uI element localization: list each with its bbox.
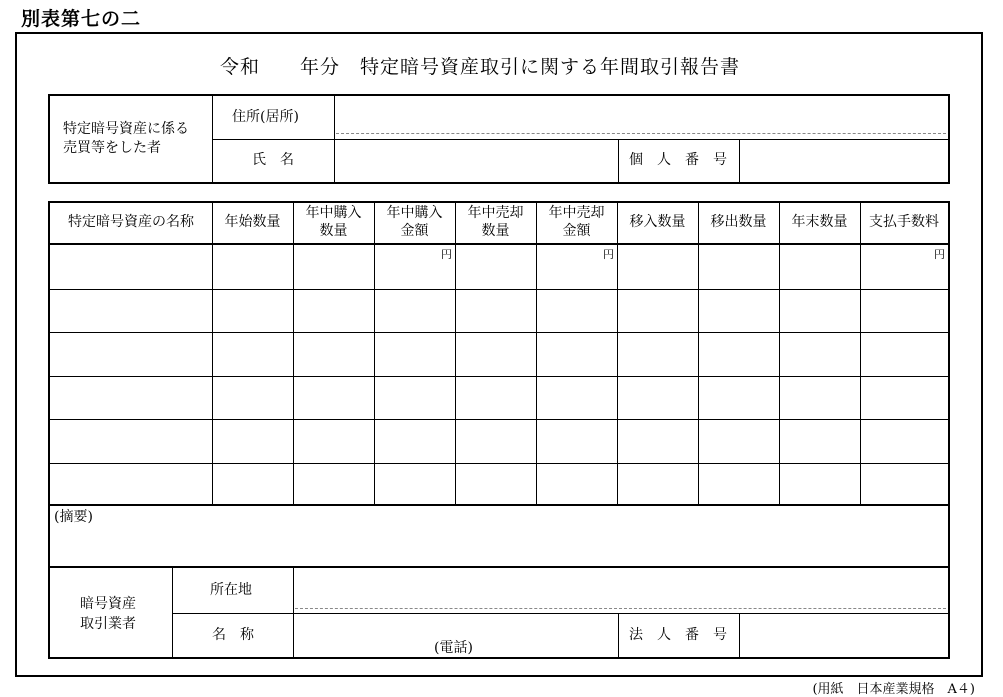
unit-label: 円: [603, 248, 614, 261]
table-cell[interactable]: [620, 259, 695, 277]
table-cell[interactable]: [782, 346, 857, 364]
column-header-9: 支払手数料: [869, 214, 939, 230]
table-cell[interactable]: [53, 433, 209, 451]
individual-number-label: 個 人 番 号: [629, 152, 727, 168]
table-cell[interactable]: [863, 390, 945, 408]
column-header-1: 年始数量: [224, 214, 281, 230]
column-header-2-line2: 数量: [319, 223, 348, 239]
paper-size-note: (用紙 日本産業規格 A４): [812, 682, 975, 697]
table-row: [50, 245, 948, 289]
table-cell[interactable]: [863, 477, 945, 495]
seller-label-line1: 特定暗号資産に係る: [63, 121, 189, 137]
dealer-section: [48, 566, 950, 659]
dealer-name-label: 名 称: [212, 627, 254, 643]
table-cell[interactable]: [458, 433, 533, 451]
table-cell[interactable]: [539, 477, 614, 495]
column-header-5-line1: 年中売却: [548, 205, 605, 221]
table-cell[interactable]: [296, 346, 371, 364]
column-header-8: 年末数量: [791, 214, 848, 230]
table-cell[interactable]: [53, 303, 209, 321]
table-cell[interactable]: [215, 346, 290, 364]
table-cell[interactable]: [458, 390, 533, 408]
name-field[interactable]: [340, 152, 610, 172]
table-cell[interactable]: [215, 433, 290, 451]
table-cell[interactable]: [863, 433, 945, 451]
column-header-3-line1: 年中購入: [386, 205, 443, 221]
table-cell[interactable]: [53, 346, 209, 364]
table-cell[interactable]: [782, 433, 857, 451]
unit-label: 円: [441, 248, 452, 261]
table-cell[interactable]: [539, 346, 614, 364]
table-cell[interactable]: [53, 390, 209, 408]
table-cell[interactable]: [863, 259, 945, 277]
table-cell[interactable]: [458, 303, 533, 321]
table-cell[interactable]: [863, 303, 945, 321]
remarks-label: (摘要): [54, 509, 93, 525]
table-cell[interactable]: [539, 390, 614, 408]
column-header-0: 特定暗号資産の名称: [68, 214, 194, 230]
table-cell[interactable]: [296, 477, 371, 495]
seller-section: [48, 94, 950, 184]
table-cell[interactable]: [296, 259, 371, 277]
table-cell[interactable]: [215, 303, 290, 321]
phone-label: (電話): [434, 640, 473, 656]
table-cell[interactable]: [863, 346, 945, 364]
individual-number-field[interactable]: [745, 152, 945, 172]
dealer-label-line1: 暗号資産: [80, 596, 136, 612]
location-label: 所在地: [210, 582, 252, 598]
table-cell[interactable]: [377, 390, 452, 408]
transaction-table: [48, 201, 950, 506]
column-header-4-line1: 年中売却: [467, 205, 524, 221]
table-cell[interactable]: [539, 433, 614, 451]
table-cell[interactable]: [620, 346, 695, 364]
address-label: 住所(居所): [232, 109, 299, 125]
location-field[interactable]: [300, 582, 940, 602]
table-cell[interactable]: [701, 303, 776, 321]
table-row: [50, 332, 948, 376]
corporate-number-label: 法 人 番 号: [629, 627, 727, 643]
table-cell[interactable]: [296, 390, 371, 408]
corporate-number-field[interactable]: [745, 627, 945, 647]
table-cell[interactable]: [701, 346, 776, 364]
unit-label: 円: [934, 248, 945, 261]
table-cell[interactable]: [215, 259, 290, 277]
remarks-section: [48, 504, 950, 568]
table-cell[interactable]: [377, 433, 452, 451]
column-header-4-line2: 数量: [481, 223, 510, 239]
table-cell[interactable]: [701, 390, 776, 408]
table-cell[interactable]: [377, 303, 452, 321]
table-cell[interactable]: [620, 303, 695, 321]
column-header-2-line1: 年中購入: [305, 205, 362, 221]
table-cell[interactable]: [782, 303, 857, 321]
table-cell[interactable]: [377, 346, 452, 364]
table-row: [50, 289, 948, 333]
table-row: [50, 376, 948, 420]
table-cell[interactable]: [782, 390, 857, 408]
column-header-7: 移出数量: [710, 214, 767, 230]
name-label: 氏 名: [252, 152, 294, 168]
remarks-field[interactable]: [54, 528, 944, 564]
table-cell[interactable]: [458, 346, 533, 364]
table-row: [50, 463, 948, 507]
table-cell[interactable]: [296, 433, 371, 451]
table-cell[interactable]: [701, 259, 776, 277]
table-cell[interactable]: [701, 433, 776, 451]
table-cell[interactable]: [701, 477, 776, 495]
table-row: [50, 419, 948, 463]
table-cell[interactable]: [377, 259, 452, 277]
table-cell[interactable]: [620, 477, 695, 495]
table-cell[interactable]: [458, 259, 533, 277]
form-number: 別表第七の二: [21, 8, 142, 30]
table-cell[interactable]: [53, 477, 209, 495]
column-header-5-line2: 金額: [562, 223, 591, 239]
address-field[interactable]: [340, 109, 940, 129]
table-cell[interactable]: [458, 477, 533, 495]
table-cell[interactable]: [215, 477, 290, 495]
seller-label-line2: 売買等をした者: [63, 140, 161, 156]
table-cell[interactable]: [620, 390, 695, 408]
table-cell[interactable]: [53, 259, 209, 277]
table-cell[interactable]: [620, 433, 695, 451]
table-cell[interactable]: [377, 477, 452, 495]
page-title: 令和 年分 特定暗号資産取引に関する年間取引報告書: [220, 56, 741, 78]
table-cell[interactable]: [782, 477, 857, 495]
table-cell[interactable]: [215, 390, 290, 408]
table-cell[interactable]: [296, 303, 371, 321]
column-header-3-line2: 金額: [400, 223, 429, 239]
dealer-label-line2: 取引業者: [80, 616, 136, 632]
table-cell[interactable]: [539, 259, 614, 277]
table-cell[interactable]: [539, 303, 614, 321]
column-header-6: 移入数量: [629, 214, 686, 230]
table-cell[interactable]: [782, 259, 857, 277]
